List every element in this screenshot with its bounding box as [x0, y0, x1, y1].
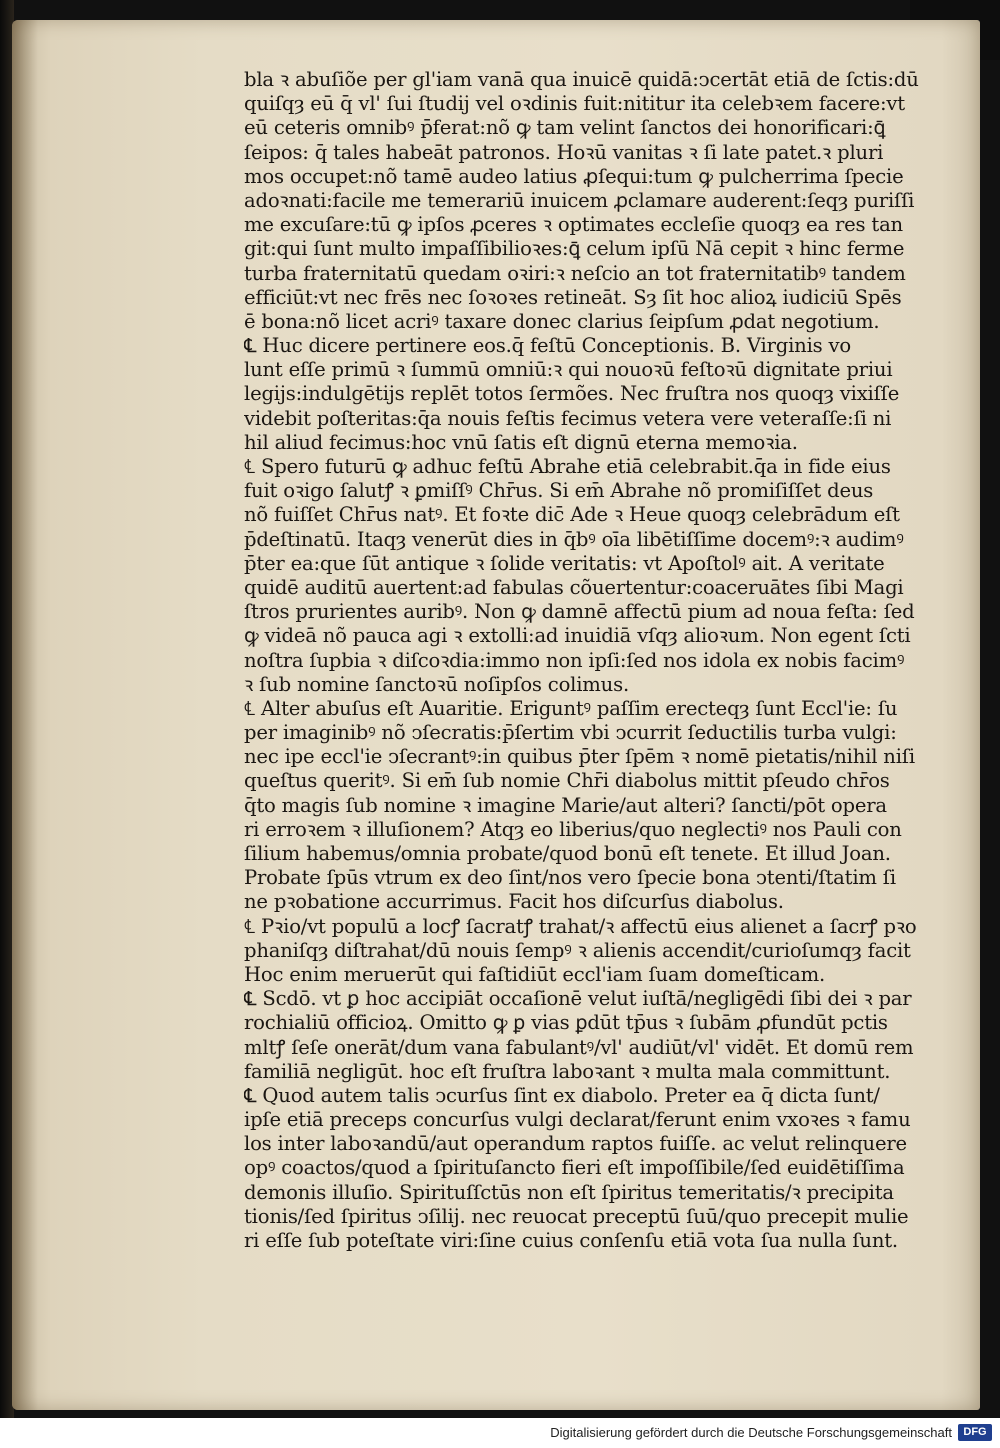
text-line: hil aliud fecimus:hoc vnū ſatis eſt dignū eterna memoꝛia.: [244, 430, 798, 454]
text-line: fuit oꝛigo ſalutꝭ ꝛ ꝑmiſſꝰ Chr̄us. Si em̄ Abrahe nõ promiſiſſet deus: [244, 479, 874, 503]
text-line: p̄deſtinatū. Itaqȝ venerūt dies in q̄bꝰ oīa libētiſſime docemꝰ:ꝛ audimꝰ: [244, 527, 904, 551]
text-line: ꝙ videā nõ pauca agi ꝛ extolli:ad inuidiā vſqȝ alioꝛum. Non egent ſcti: [244, 624, 911, 648]
text-line: familiā negligūt. hoc eſt fruſtra laboꝛant ꝛ multa mala committunt.: [244, 1059, 891, 1083]
text-line: bla ꝛ abuſiõe per gl'iam vanā qua inuicē quidā:ↄcertāt etiā de ſctis:dū: [244, 68, 919, 91]
text-line: mltꝭ ſeſe onerāt/dum vana fabulantꝰ/vl' audiūt/vl' vidēt. Et domū rem: [244, 1035, 914, 1059]
text-line: demonis illuſio. Spirituſſctūs non eſt ſpiritus temeritatis/ꝛ precipita: [244, 1180, 894, 1204]
text-line: q̄to magis ſub nomine ꝛ imagine Marie/aut alteri? ſancti/pōt opera: [244, 793, 887, 817]
text-line: ℄ Huc dicere pertinere eos.q̄ feſtū Conceptionis. B. Virginis vo: [244, 334, 851, 358]
text-line: ℄ Pꝛio/vt populū a locꝭ ſacratꝭ trahat/ꝛ affectū eius alienet a ſacrꝭ pꝛo: [244, 914, 917, 938]
text-line: ℄ Scdō. vt ꝑ hoc accipiāt occaſionē velut iuſtā/negligēdi ſibi dei ꝛ par: [244, 987, 912, 1011]
text-line: tionis/ſed ſpiritus ↄſilij. nec reuocat preceptū ſuū/quo precepit mulie: [244, 1204, 909, 1228]
digitization-footer: [0, 1418, 1000, 1448]
text-line: rochialiū officioꝝ. Omitto ꝙ ꝑ vias ꝑdūt tp̄us ꝛ ſubām ꝓfundūt pctis: [244, 1011, 888, 1035]
text-line: per imaginibꝰ nõ ↄſecratis:p̄ſertim vbi ↄcurrit ſeductilis turba vulgi:: [244, 721, 897, 745]
text-line: p̄ter ea:que ſūt antique ꝛ ſolide veritatis: vt Apoſtolꝰ ait. A veritate: [244, 551, 885, 575]
text-line: ℄ Alter abuſus eſt Auaritie. Eriguntꝰ paſſim erecteqȝ ſunt Eccl'ie: ſu: [244, 696, 898, 720]
gutter-shadow: [12, 20, 38, 1410]
text-line: ſeipos: q̄ tales habeāt patronos. Hoꝛū vanitas ꝛ ſi late patet.ꝛ pluri: [244, 140, 884, 164]
text-line: ne pꝛobatione accurrimus. Facit hos diſcurſus diabolus.: [244, 890, 784, 914]
text-line: git:qui ſunt multo impaſſibilioꝛes:ꝗ̄ celum ipſū Nā cepit ꝛ hinc ferme: [244, 237, 905, 261]
text-line: ri eſſe ſub poteſtate viri:ſine cuius conſenſu etiā vota ſua nulla ſunt.: [244, 1229, 898, 1252]
text-line: los inter laboꝛandū/aut operandum raptos fuiſſe. ac velut relinquere: [244, 1132, 907, 1156]
text-line: adoꝛnati:facile me temerariū inuicem ꝓclamare auderent:ſeqȝ puriſſi: [244, 188, 915, 212]
text-line: Hoc enim meruerūt qui faſtidiūt eccl'iam ſuam domeſticam.: [244, 962, 826, 986]
text-line: nec ipe eccl'ie ↄſecrantꝰ:in quibus p̄ter ſpēm ꝛ nomē pietatis/nihil niſi: [244, 745, 915, 769]
text-line: ſtros prurientes auribꝰ. Non ꝙ damnē affectū pium ad noua feſta: ſed: [244, 600, 915, 624]
text-line: opꝰ coactos/quod a ſpirituſancto fieri eſt impoſſibile/ſed euidētiſſima: [244, 1156, 905, 1180]
text-line: Probate ſpūs vtrum ex deo ſint/nos vero ſpecie bona ↄtenti/ſtatim ſi: [244, 866, 896, 890]
text-line: ē bona:nõ licet acriꝰ taxare donec clarius ſeipſum ꝓdat negotium.: [244, 309, 880, 333]
text-line: mos occupet:nõ tamē audeo latius ꝓſequi:tum ꝙ pulcherrima ſpecie: [244, 164, 904, 188]
text-line: ſilium habemus/omnia probate/quod bonū eſt tenete. Et illud Joan.: [244, 842, 891, 865]
text-line: legijs:indulgētijs replēt totos ſermões. Nec fruſtra nos quoqȝ vixiſſe: [244, 382, 900, 406]
text-line: videbit poſteritas:q̄a nouis feſtis fecimus vetera vere veteraſſe:ſi ni: [244, 406, 892, 430]
text-line: me excuſare:tū ꝙ ipſos ꝓceres ꝛ optimates eccleſie quoqȝ ea res tan: [244, 213, 903, 237]
text-line: quidē auditū auertent:ad fabulas cõuertentur:coaceruātes ſibi Magi: [244, 575, 904, 599]
page-text-block: [244, 68, 972, 1253]
text-line: ℄ Quod autem talis ↄcurſus ſint ex diabolo. Preter ea q̄ dicta ſunt/: [244, 1083, 880, 1107]
text-line: noſtra ſupbia ꝛ diſcoꝛdia:immo non ipſi:ſed nos idola ex nobis facimꝰ: [244, 648, 905, 672]
text-line: eū ceteris omnibꝰ p̄ferat:nõ ꝙ tam velint ſanctos dei honorificari:ꝗ̄: [244, 116, 886, 140]
text-line: queſtus queritꝰ. Si em̄ ſub nomie Chr̄i diabolus mittit pſeudo chr̄os: [244, 769, 890, 793]
text-line: ꝛ ſub nomine ſanctoꝛū noſipſos colimus.: [244, 672, 629, 696]
text-line: turba fraternitatū quedam oꝛiri:ꝛ neſcio an tot fraternitatibꝰ tandem: [244, 261, 906, 285]
text-line: nõ fuiſſet Chr̄us natꝰ. Et foꝛte dic̄ Ade ꝛ Heue quoqȝ celebrādum eſt: [244, 503, 900, 527]
text-line: ri erroꝛem ꝛ illuſionem? Atqȝ eo liberius/quo neglectiꝰ nos Pauli con: [244, 817, 902, 841]
text-line: ipſe etiā preceps concurſus vulgi declarat/ferunt enim vxoꝛes ꝛ famu: [244, 1108, 911, 1132]
text-line: phaniſqȝ diſtrahat/dū nouis ſempꝰ ꝛ alienis accendit/curioſumqȝ facit: [244, 938, 911, 962]
footer-credit: Digitalisierung gefördert durch die Deutsche Forschungsgemeinschaft: [550, 1425, 952, 1440]
text-line: lunt eſſe primū ꝛ ſummū omniū:ꝛ qui nouoꝛū feſtoꝛū dignitate priui: [244, 358, 893, 382]
text-line: quiſqȝ eū q̄ vl' ſui ſtudij vel oꝛdinis fuit:nititur ita celebꝛem facere:vt: [244, 92, 905, 116]
text-line: efficiūt:vt nec frēs nec ſoꝛoꝛes retineāt. Sȝ ſit hoc alioꝝ iudiciū Spēs: [244, 285, 902, 309]
dfg-logo: DFG: [958, 1424, 992, 1441]
text-line: ℄ Spero futurū ꝙ adhuc feſtū Abrahe etiā celebrabit.q̄a in fide eius: [244, 455, 891, 478]
